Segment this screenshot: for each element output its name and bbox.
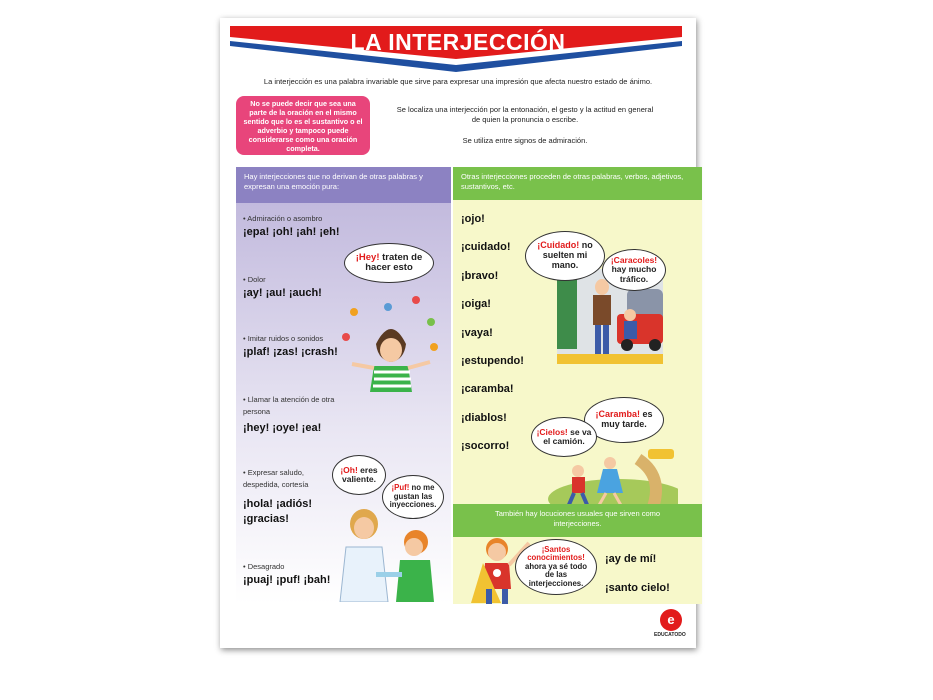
right-column	[453, 167, 702, 604]
locuciones-header: También hay locuciones usuales que sirven como interjecciones.	[453, 504, 702, 537]
section-words: ¡plaf! ¡zas! ¡crash!	[243, 346, 338, 358]
section-words: ¡hey! ¡oye! ¡ea!	[243, 422, 322, 434]
interjection-word: ¡oiga!	[461, 298, 491, 310]
interjection-word: ¡socorro!	[461, 440, 510, 452]
section-words: ¡puaj! ¡puf! ¡bah!	[243, 574, 331, 586]
interjection-word: ¡cuidado!	[461, 241, 511, 253]
section-words: ¡ay! ¡au! ¡auch!	[243, 287, 322, 299]
section-words: ¡epa! ¡oh! ¡ah! ¡eh!	[243, 226, 340, 238]
speech-bubble-puf: ¡Puf! no me gustan las inyecciones.	[382, 475, 444, 519]
speech-bubble-cielos: ¡Cielos! se va el camión.	[531, 417, 597, 457]
speech-bubble-oh: ¡Oh! eres valiente.	[332, 455, 386, 495]
section-label: • Desagrado	[243, 562, 285, 571]
brand-name: EDUCATODO	[654, 632, 686, 638]
speech-bubble-hey: ¡Hey! traten de hacer esto	[344, 243, 434, 283]
interjection-word: ¡bravo!	[461, 270, 499, 282]
interjection-word: ¡diablos!	[461, 412, 507, 424]
section-label: • Imitar ruidos o sonidos	[243, 334, 324, 343]
interjection-word: ¡caramba!	[461, 383, 514, 395]
section-label: • Llamar la atención de otra persona	[243, 395, 335, 416]
right-header: Otras interjecciones proceden de otras palabras, verbos, adjetivos, sustantivos, etc.	[453, 167, 702, 200]
locucion-word: ¡ay de mí!	[605, 553, 657, 565]
page-title: LA INTERJECCIÓN	[350, 29, 566, 55]
interjection-word: ¡vaya!	[461, 327, 493, 339]
section-label: • Expresar saludo, despedida, cortesía	[243, 468, 309, 489]
speech-bubble-caramba: ¡Caramba! es muy tarde.	[584, 397, 664, 443]
interjection-word: ¡estupendo!	[461, 355, 524, 367]
info-text-1: Se localiza una interjección por la entonación, el gesto y la actitud en general de quien la pronuncia o escribe.	[396, 105, 654, 125]
section-label: • Dolor	[243, 275, 266, 284]
info-text-2: Se utiliza entre signos de admiración.	[462, 136, 588, 145]
left-header: Hay interjecciones que no derivan de otras palabras y expresan una emoción pura:	[236, 167, 451, 203]
section-words: ¡hola! ¡adiós! ¡gracias!	[243, 498, 313, 526]
speech-bubble-cuidado: ¡Cuidado! no suelten mi mano.	[525, 231, 605, 281]
speech-bubble-caracoles: ¡Caracoles! hay mucho tráfico.	[602, 249, 666, 291]
interjection-word: ¡ojo!	[461, 213, 485, 225]
section-label: • Admiración o asombro	[243, 214, 323, 223]
speech-bubble-santos: ¡Santos conocimientos! ahora ya sé todo de las interjecciones.	[515, 539, 597, 595]
intro-text: La interjección es una palabra invariable que sirve para expresar una impresión que afecta nuestro estado de ánimo.	[263, 77, 653, 86]
locucion-word: ¡santo cielo!	[605, 582, 670, 594]
pink-note: No se puede decir que sea una parte de la oración en el mismo sentido que lo es el sustantivo o el adverbio y tampoco puede considerarse como una oración completa.	[236, 96, 370, 155]
left-column	[236, 167, 451, 604]
poster	[220, 18, 696, 648]
nurse-child-illustration	[336, 502, 446, 602]
brand-logo-icon: e	[660, 609, 682, 631]
